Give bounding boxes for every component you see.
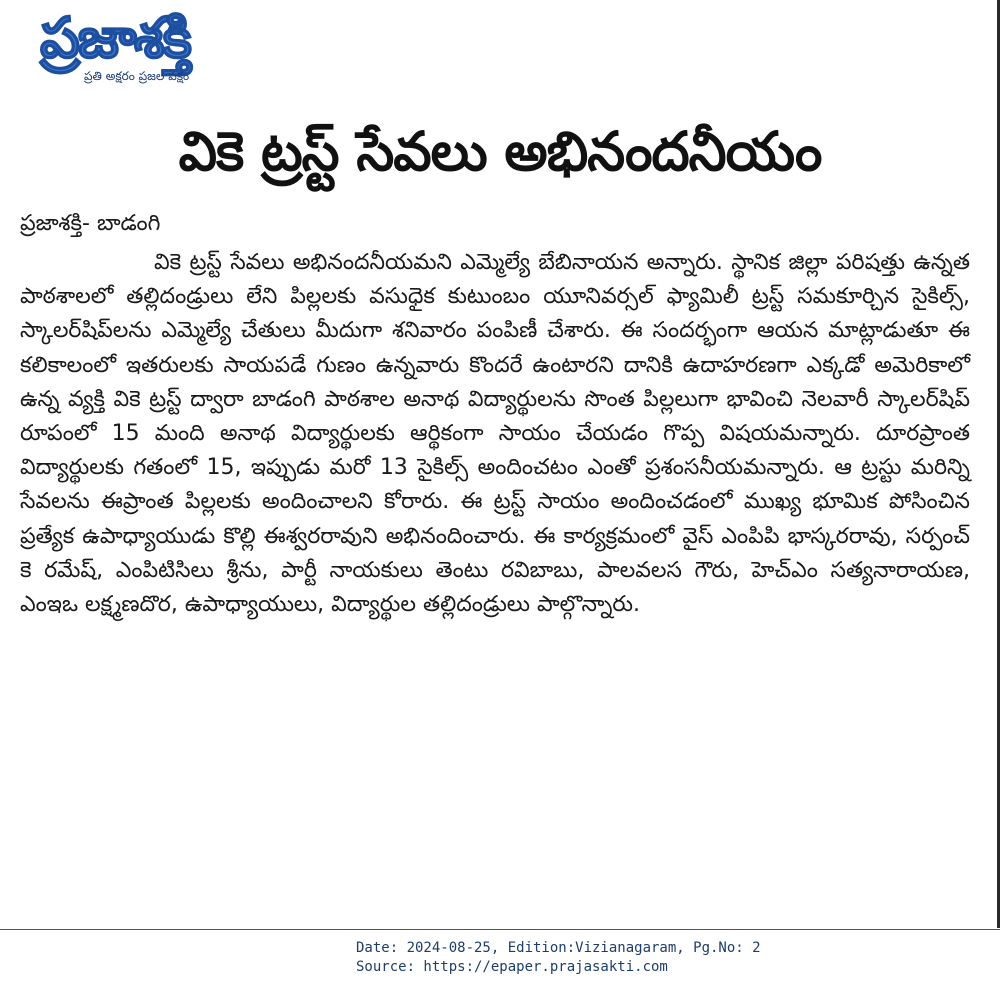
article-paragraph: వికె ట్రస్ట్ సేవలు అభినందనీయమని ఎమ్మెల్యే బేబినాయన అన్నారు. స్థానిక జిల్లా పరిషత్తు ఉన్నత పాఠశాలలో తల్లిదండ్రులు లేని పిల్లలకు వసుధైక కుటుంబం యూనివర్సల్ ఫ్యామిలీ ట్రస్ట్ సమకూర్చిన సైకిల్స్, స్కాలర్‌షిప్‌లను ఎమ్మెల్యే చేతులు మీదుగా శనివారం పంపిణీ చేశారు. ఈ సందర్భంగా ఆయన మాట్లాడుతూ ఈ కలికాలంలో ఇతరులకు సాయపడే గుణం ఉన్నవారు కొందరే ఉంటారని దానికి ఉదాహరణగా ఎక్కడో అమెరికాలో ఉన్న వ్యక్తి వికె ట్రస్ట్ ద్వారా బాడంగి పాఠశాల అనాథ విద్యార్థులను సొంత పిల్లలుగా భావించి నెలవారీ స్కాలర్‌షిప్ రూపంలో 15 మంది అనాథ విద్యార్థులకు ఆర్థికంగా సాయం చేయడం గొప్ప విషయమన్నారు. దూరప్రాంత విద్యార్థులకు గతంలో 15, ఇప్పుడు మరో 13 సైకిల్స్ అందించటం ఎంతో ప్రశంసనీయమన్నారు. ఆ ట్రస్టు మరిన్ని సేవలను ఈప్రాంత పిల్లలకు అందించాలని కోరారు. ఈ ట్రస్ట్ సాయం అందించడంలో ముఖ్య భూమిక పోసించిన ప్రత్యేక ఉపాధ్యాయుడు కొల్లి ఈశ్వరరావుని అభినందించారు. ఈ కార్యక్రమంలో వైస్ ఎంపిపి భాస్కరరావు, సర్పంచ్ కె రమేష్, ఎంపిటిసిలు శ్రీను, పార్టీ నాయకులు తెంటు రవిబాబు, పాలవలస గౌరు, హెచ్ఎం సత్యనారాయణ, ఎంఇఒ లక్ష్మణదొర, ఉపాధ్యాయులు, విద్యార్థుల తల్లిదండ్రులు పాల్గొన్నారు. — [20, 250, 970, 618]
article-headline: వికె ట్రస్ట్ సేవలు అభినందనీయం — [178, 120, 822, 183]
source-link[interactable]: Source: https://epaper.prajasakti.com — [356, 959, 668, 975]
masthead-logo — [40, 4, 290, 88]
source-footer — [356, 939, 761, 977]
logo-title: ప్రజాశక్తి — [40, 6, 190, 71]
article-body — [20, 246, 970, 622]
edition-info: Date: 2024-08-25, Edition:Vizianagaram, Pg.No: 2 — [356, 940, 761, 956]
logo-tagline: ప్రతి అక్షరం ప్రజల పక్షం — [84, 69, 190, 83]
article-dateline: ప్రజాశక్తి- బాడంగి — [20, 211, 161, 236]
footer-divider — [0, 929, 1000, 930]
